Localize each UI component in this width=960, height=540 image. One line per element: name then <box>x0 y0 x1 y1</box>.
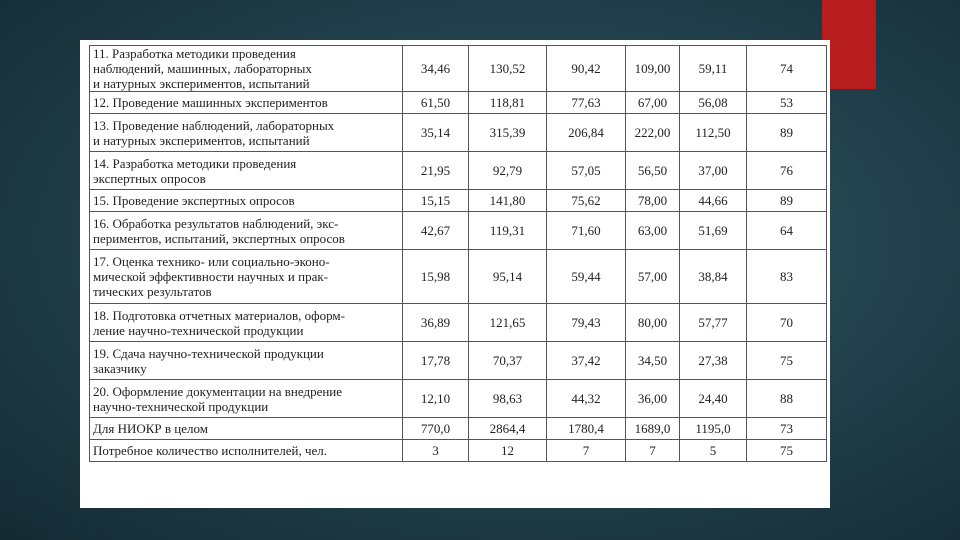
row-label: 13. Проведение наблюдений, лабораторных и натурных экспериментов, испытаний <box>90 114 403 152</box>
row-value-col-2: 98,63 <box>469 380 547 418</box>
row-value-col-1: 17,78 <box>403 342 469 380</box>
row-value-col-6: 64 <box>747 212 827 250</box>
row-value-col-5: 44,66 <box>680 190 747 212</box>
row-value-col-3: 90,42 <box>547 46 626 92</box>
row-value-col-5: 1195,0 <box>680 418 747 440</box>
row-value-col-4: 63,00 <box>626 212 680 250</box>
row-value-col-1: 34,46 <box>403 46 469 92</box>
row-value-col-6: 89 <box>747 190 827 212</box>
row-label: 12. Проведение машинных экспериментов <box>90 92 403 114</box>
row-value-col-1: 3 <box>403 440 469 462</box>
row-value-col-6: 73 <box>747 418 827 440</box>
row-value-col-5: 38,84 <box>680 250 747 304</box>
row-value-col-1: 35,14 <box>403 114 469 152</box>
row-value-col-3: 79,43 <box>547 304 626 342</box>
row-label: Потребное количество исполнителей, чел. <box>90 440 403 462</box>
row-value-col-5: 59,11 <box>680 46 747 92</box>
row-value-col-4: 222,00 <box>626 114 680 152</box>
row-value-col-3: 44,32 <box>547 380 626 418</box>
row-value-col-6: 88 <box>747 380 827 418</box>
row-value-col-5: 57,77 <box>680 304 747 342</box>
row-value-col-3: 37,42 <box>547 342 626 380</box>
row-value-col-5: 5 <box>680 440 747 462</box>
row-value-col-4: 34,50 <box>626 342 680 380</box>
row-value-col-6: 53 <box>747 92 827 114</box>
row-value-col-2: 92,79 <box>469 152 547 190</box>
row-value-col-4: 80,00 <box>626 304 680 342</box>
row-value-col-2: 121,65 <box>469 304 547 342</box>
row-value-col-2: 95,14 <box>469 250 547 304</box>
row-value-col-6: 75 <box>747 440 827 462</box>
row-value-col-3: 7 <box>547 440 626 462</box>
row-value-col-6: 75 <box>747 342 827 380</box>
row-value-col-4: 67,00 <box>626 92 680 114</box>
row-value-col-3: 75,62 <box>547 190 626 212</box>
table-row <box>90 440 827 462</box>
row-value-col-4: 57,00 <box>626 250 680 304</box>
row-value-col-2: 141,80 <box>469 190 547 212</box>
row-label: 16. Обработка результатов наблюдений, экс- периментов, испытаний, экспертных опросов <box>90 212 403 250</box>
row-value-col-6: 76 <box>747 152 827 190</box>
row-label: 11. Разработка методики проведения наблюдений, машинных, лабораторных и натурных экспериментов, испытаний <box>90 46 403 92</box>
row-value-col-1: 770,0 <box>403 418 469 440</box>
labor-table <box>89 45 827 462</box>
row-value-col-4: 1689,0 <box>626 418 680 440</box>
row-label: Для НИОКР в целом <box>90 418 403 440</box>
row-value-col-6: 70 <box>747 304 827 342</box>
table-row <box>90 152 827 190</box>
row-value-col-2: 130,52 <box>469 46 547 92</box>
row-value-col-6: 89 <box>747 114 827 152</box>
row-value-col-3: 1780,4 <box>547 418 626 440</box>
row-value-col-4: 109,00 <box>626 46 680 92</box>
table-row <box>90 114 827 152</box>
row-value-col-3: 57,05 <box>547 152 626 190</box>
row-value-col-4: 7 <box>626 440 680 462</box>
row-value-col-6: 83 <box>747 250 827 304</box>
row-value-col-1: 12,10 <box>403 380 469 418</box>
table-row <box>90 46 827 92</box>
table-row <box>90 190 827 212</box>
row-value-col-5: 51,69 <box>680 212 747 250</box>
row-label: 18. Подготовка отчетных материалов, оформ- ление научно-технической продукции <box>90 304 403 342</box>
table-row <box>90 92 827 114</box>
row-label: 14. Разработка методики проведения экспертных опросов <box>90 152 403 190</box>
row-value-col-2: 70,37 <box>469 342 547 380</box>
row-value-col-4: 56,50 <box>626 152 680 190</box>
row-value-col-6: 74 <box>747 46 827 92</box>
row-value-col-1: 15,15 <box>403 190 469 212</box>
row-value-col-1: 61,50 <box>403 92 469 114</box>
row-value-col-1: 21,95 <box>403 152 469 190</box>
document-sheet <box>80 40 830 508</box>
row-value-col-2: 2864,4 <box>469 418 547 440</box>
row-value-col-1: 42,67 <box>403 212 469 250</box>
row-value-col-5: 37,00 <box>680 152 747 190</box>
row-label: 17. Оценка технико- или социально-эконо- мической эффективности научных и прак- тических результатов <box>90 250 403 304</box>
table-row <box>90 418 827 440</box>
row-value-col-5: 112,50 <box>680 114 747 152</box>
table-row <box>90 342 827 380</box>
table-row <box>90 250 827 304</box>
row-value-col-2: 118,81 <box>469 92 547 114</box>
row-value-col-5: 27,38 <box>680 342 747 380</box>
red-accent-bar <box>822 0 876 89</box>
row-label: 19. Сдача научно-технической продукции заказчику <box>90 342 403 380</box>
row-value-col-1: 36,89 <box>403 304 469 342</box>
table-body <box>90 46 827 462</box>
row-value-col-3: 77,63 <box>547 92 626 114</box>
row-label: 20. Оформление документации на внедрение научно-технической продукции <box>90 380 403 418</box>
row-value-col-2: 315,39 <box>469 114 547 152</box>
row-label: 15. Проведение экспертных опросов <box>90 190 403 212</box>
row-value-col-4: 78,00 <box>626 190 680 212</box>
row-value-col-4: 36,00 <box>626 380 680 418</box>
row-value-col-3: 206,84 <box>547 114 626 152</box>
table-row <box>90 304 827 342</box>
row-value-col-3: 71,60 <box>547 212 626 250</box>
row-value-col-3: 59,44 <box>547 250 626 304</box>
table-row <box>90 380 827 418</box>
row-value-col-1: 15,98 <box>403 250 469 304</box>
row-value-col-5: 56,08 <box>680 92 747 114</box>
row-value-col-2: 119,31 <box>469 212 547 250</box>
row-value-col-2: 12 <box>469 440 547 462</box>
row-value-col-5: 24,40 <box>680 380 747 418</box>
table-row <box>90 212 827 250</box>
